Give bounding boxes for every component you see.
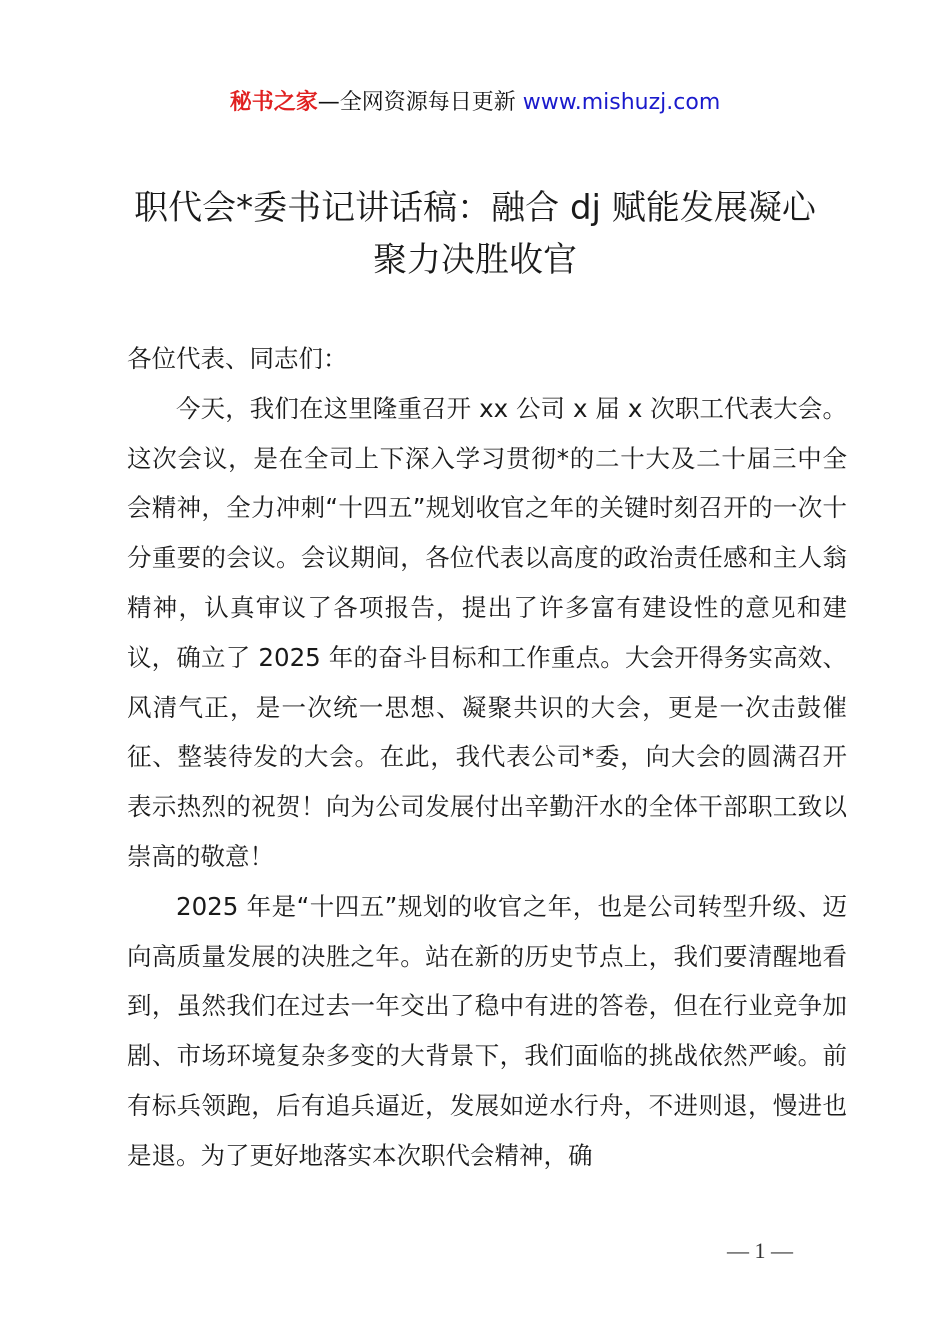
greeting: 各位代表、同志们： [127,344,348,373]
title-line-2: 聚力决胜收官 [373,240,577,280]
header-tagline: —全网资源每日更新 [317,90,523,115]
site-header [0,86,950,120]
document-title [110,182,840,286]
document-body [127,334,847,1181]
paragraph-2: 2025 年是“十四五”规划的收官之年，也是公司转型升级、迈向高质量发展的决胜之年。站在新的历史节点上，我们要清醒地看到，虽然我们在过去一年交出了稳中有进的答卷，但在行业竞争加剧、市场环境复杂多变的大背景下，我们面临的挑战依然严峻。前有标兵领跑，后有追兵逼近，发展如逆水行舟，不进则退，慢进也是退。为了更好地落实本次职代会精神，确 [127,891,847,1170]
site-url-link[interactable]: www.mishuzj.com [522,90,721,115]
title-line-1: 职代会*委书记讲话稿：融合 dj 赋能发展凝心 [134,188,816,228]
brand-name: 秘书之家 [229,90,318,115]
page-number: — 1 — [727,1238,793,1263]
paragraph-1: 今天，我们在这里隆重召开 xx 公司 x 届 x 次职工代表大会。这次会议，是在全司上下深入学习贯彻*的二十大及二十届三中全会精神，全力冲刺“十四五”规划收官之年的关键时刻召开的一次十分重要的会议。会议期间，各位代表以高度的政治责任感和主人翁精神，认真审议了各项报告，提出了许多富有建设性的意见和建议，确立了 2025 年的奋斗目标和工作重点。大会开得务实高效、风清气正，是一次统一思想、凝聚共识的大会，更是一次击鼓催征、整装待发的大会。在此，我代表公司*委，向大会的圆满召开表示热烈的祝贺！向为公司发展付出辛勤汗水的全体干部职工致以崇高的敬意！ [127,393,847,871]
